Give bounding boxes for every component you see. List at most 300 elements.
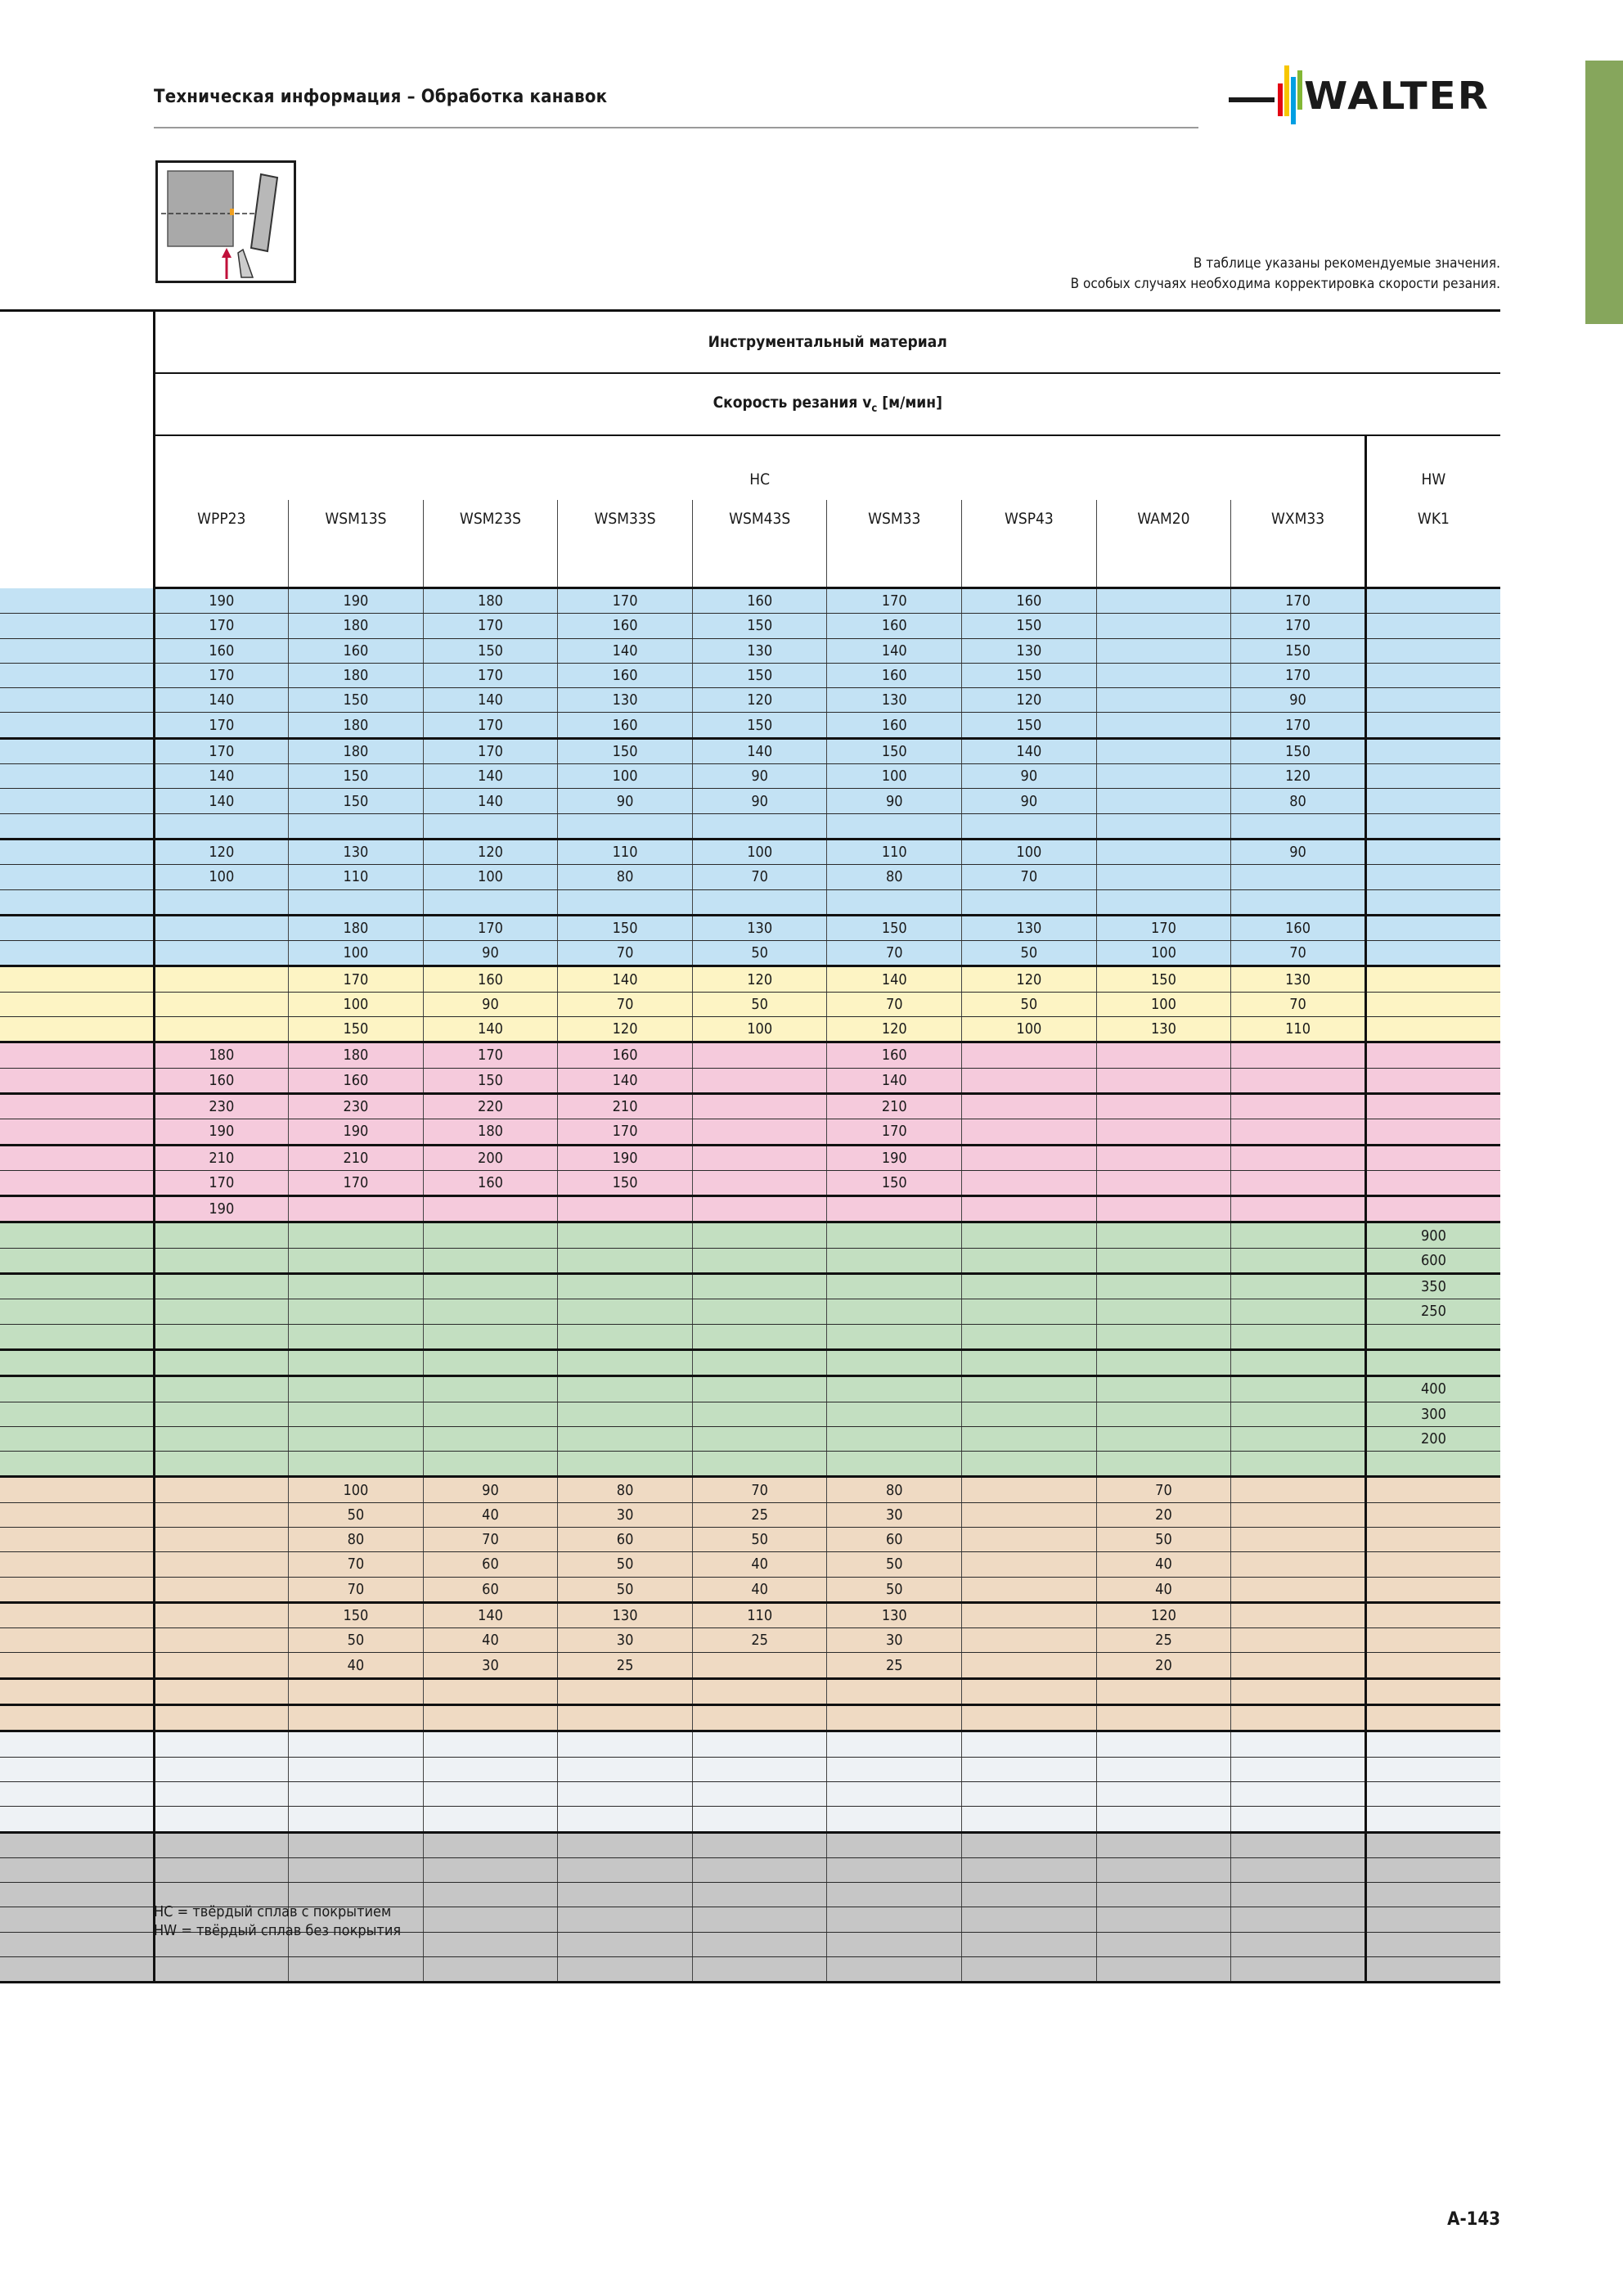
speed-cell: 160: [692, 588, 827, 614]
speed-cell: [1365, 1068, 1500, 1093]
speed-cell: [692, 1222, 827, 1248]
cutting-speed-unit: [м/мин]: [877, 394, 942, 412]
speed-cell: 150: [692, 614, 827, 638]
speed-cell: [827, 1678, 962, 1704]
speed-cell: [558, 1402, 693, 1426]
grooving-diagram-icon: [158, 163, 294, 281]
speed-cell: [692, 1068, 827, 1093]
speed-cell: 100: [1096, 992, 1231, 1016]
speed-cell: 170: [558, 1119, 693, 1145]
speed-cell: [1096, 1119, 1231, 1145]
table-row: [0, 1502, 1500, 1527]
speed-cell: [962, 1932, 1097, 1956]
table-row: [0, 1349, 1500, 1375]
row-lead-cell: [0, 1426, 154, 1451]
speed-cell: 130: [1231, 966, 1366, 992]
cutting-speed-subscript: c: [871, 402, 878, 415]
speed-cell: 160: [423, 966, 558, 992]
speed-cell: 130: [289, 839, 424, 864]
speed-cell: 140: [423, 688, 558, 713]
speed-cell: 80: [827, 865, 962, 889]
speed-cell: [154, 813, 289, 839]
speed-cell: 900: [1365, 1222, 1500, 1248]
speed-cell: 150: [558, 1170, 693, 1195]
speed-cell: [692, 1907, 827, 1932]
speed-cell: 40: [423, 1628, 558, 1653]
table-row: [0, 713, 1500, 738]
speed-cell: 170: [289, 1170, 424, 1195]
row-lead-cell: [0, 1932, 154, 1956]
speed-cell: [692, 1957, 827, 1983]
speed-cell: 110: [558, 839, 693, 864]
speed-cell: [692, 1402, 827, 1426]
speed-cell: [962, 1324, 1097, 1349]
speed-cell: [1365, 1349, 1500, 1375]
speed-cell: 90: [558, 789, 693, 813]
speed-cell: [289, 1857, 424, 1882]
speed-cell: [962, 1628, 1097, 1653]
grooving-illustration: [155, 160, 296, 283]
table-row: [0, 1602, 1500, 1627]
speed-cell: 180: [423, 1119, 558, 1145]
speed-cell: [423, 1452, 558, 1477]
speed-cell: 80: [289, 1527, 424, 1551]
speed-cell: 40: [423, 1502, 558, 1527]
logo-bar-blue: [1291, 77, 1296, 124]
speed-cell: [962, 1552, 1097, 1577]
speed-cell: 150: [289, 1602, 424, 1627]
speed-cell: [154, 915, 289, 940]
row-lead-cell: [0, 1552, 154, 1577]
speed-cell: 140: [423, 764, 558, 789]
speed-cell: 120: [1231, 764, 1366, 789]
speed-cell: [423, 1299, 558, 1324]
speed-cell: 70: [692, 1477, 827, 1502]
speed-cell: 230: [289, 1093, 424, 1119]
speed-cell: [1365, 1452, 1500, 1477]
speed-cell: 150: [962, 614, 1097, 638]
footnote-hw: HW = твёрдый сплав без покрытия: [154, 1922, 402, 1939]
speed-cell: [1231, 1324, 1366, 1349]
speed-cell: [289, 1757, 424, 1781]
table-row: [0, 638, 1500, 663]
speed-cell: [1231, 1757, 1366, 1781]
row-lead-cell: [0, 1731, 154, 1757]
speed-cell: [1231, 1602, 1366, 1627]
speed-cell: 90: [692, 789, 827, 813]
table-row: [0, 588, 1500, 614]
logo-line: [1229, 97, 1275, 102]
speed-cell: 160: [558, 1042, 693, 1068]
speed-cell: 140: [558, 966, 693, 992]
speed-cell: [1096, 1807, 1231, 1832]
row-lead-cell: [0, 839, 154, 864]
speed-cell: 30: [423, 1653, 558, 1678]
speed-cell: 400: [1365, 1376, 1500, 1402]
speed-cell: [423, 1781, 558, 1806]
speed-cell: [827, 1907, 962, 1932]
speed-cell: 100: [289, 992, 424, 1016]
speed-cell: 130: [962, 915, 1097, 940]
speed-cell: [1096, 1299, 1231, 1324]
speed-cell: [1365, 1957, 1500, 1983]
table-row: [0, 1628, 1500, 1653]
row-lead-cell: [0, 713, 154, 738]
speed-cell: [558, 1274, 693, 1299]
speed-cell: 170: [423, 663, 558, 687]
speed-cell: [1365, 764, 1500, 789]
speed-cell: [289, 1426, 424, 1451]
speed-cell: [692, 1832, 827, 1857]
speed-cell: [1365, 1093, 1500, 1119]
speed-cell: [827, 1426, 962, 1451]
row-lead-cell: [0, 1068, 154, 1093]
speed-cell: [1365, 966, 1500, 992]
speed-cell: 40: [1096, 1577, 1231, 1602]
speed-cell: [154, 1274, 289, 1299]
row-lead-cell: [0, 1957, 154, 1983]
table-row: [0, 1093, 1500, 1119]
speed-cell: [692, 1196, 827, 1222]
speed-cell: [1365, 889, 1500, 915]
tool-material-header: Инструментальный материал: [154, 311, 1500, 374]
speed-cell: [692, 1857, 827, 1882]
speed-cell: [1231, 1705, 1366, 1731]
speed-cell: [1231, 1274, 1366, 1299]
table-row: [0, 915, 1500, 940]
speed-cell: 170: [154, 1170, 289, 1195]
table-row: [0, 1170, 1500, 1195]
speed-cell: [1096, 1222, 1231, 1248]
table-row: [0, 1452, 1500, 1477]
speed-cell: 150: [692, 663, 827, 687]
speed-cell: 70: [692, 865, 827, 889]
speed-cell: 140: [558, 638, 693, 663]
speed-cell: [154, 1477, 289, 1502]
row-lead-cell: [0, 1832, 154, 1857]
speed-cell: [1365, 1145, 1500, 1170]
speed-cell: [423, 1832, 558, 1857]
speed-cell: [1231, 1042, 1366, 1068]
row-lead-cell: [0, 966, 154, 992]
speed-cell: [289, 1324, 424, 1349]
speed-cell: 150: [1231, 738, 1366, 763]
row-lead-cell: [0, 1705, 154, 1731]
speed-cell: [1231, 889, 1366, 915]
speed-cell: [1365, 1781, 1500, 1806]
row-lead-cell: [0, 1119, 154, 1145]
speed-cell: [1365, 1119, 1500, 1145]
speed-cell: [423, 1883, 558, 1907]
speed-cell: [692, 1170, 827, 1195]
row-lead-cell: [0, 1299, 154, 1324]
speed-cell: 160: [154, 638, 289, 663]
speed-cell: 25: [692, 1628, 827, 1653]
speed-cell: [154, 1527, 289, 1551]
speed-cell: [692, 1324, 827, 1349]
speed-cell: 120: [962, 688, 1097, 713]
note-line-1: В таблице указаны рекомендуемые значения.: [1193, 255, 1500, 272]
speed-cell: [962, 1119, 1097, 1145]
speed-cell: 50: [962, 941, 1097, 966]
speed-cell: 160: [827, 663, 962, 687]
speed-cell: 110: [289, 865, 424, 889]
speed-cell: 50: [1096, 1527, 1231, 1551]
speed-cell: 90: [423, 1477, 558, 1502]
speed-cell: [1365, 1602, 1500, 1627]
speed-cell: [827, 1731, 962, 1757]
speed-cell: [558, 1781, 693, 1806]
speed-cell: [1365, 1731, 1500, 1757]
speed-cell: [1096, 1731, 1231, 1757]
speed-cell: [1365, 1552, 1500, 1577]
table-row: [0, 688, 1500, 713]
speed-cell: 70: [1231, 992, 1366, 1016]
speed-cell: 140: [154, 764, 289, 789]
speed-cell: [962, 1957, 1097, 1983]
speed-cell: [1231, 1577, 1366, 1602]
row-lead-cell: [0, 1452, 154, 1477]
speed-cell: [1365, 1577, 1500, 1602]
speed-cell: [423, 1426, 558, 1451]
speed-cell: [692, 1781, 827, 1806]
cutting-speed-table: [0, 309, 1500, 1983]
speed-cell: [1231, 1932, 1366, 1956]
speed-cell: [154, 1376, 289, 1402]
speed-cell: 160: [558, 663, 693, 687]
logo-bar-green: [1297, 70, 1302, 110]
speed-cell: [558, 1349, 693, 1375]
speed-cell: 130: [962, 638, 1097, 663]
speed-cell: [289, 1705, 424, 1731]
speed-cell: [423, 1196, 558, 1222]
speed-cell: [962, 1349, 1097, 1375]
speed-cell: [1096, 1324, 1231, 1349]
speed-cell: 90: [423, 992, 558, 1016]
section-side-tab: [1585, 61, 1623, 324]
speed-cell: [827, 1883, 962, 1907]
speed-cell: 150: [289, 764, 424, 789]
speed-cell: [827, 1274, 962, 1299]
speed-cell: [154, 1552, 289, 1577]
speed-cell: [1096, 1705, 1231, 1731]
speed-cell: [289, 1832, 424, 1857]
speed-cell: [1096, 614, 1231, 638]
speed-cell: 150: [827, 1170, 962, 1195]
speed-cell: 80: [827, 1477, 962, 1502]
speed-cell: [558, 1196, 693, 1222]
cutting-speed-header: [154, 373, 1500, 435]
speed-cell: [962, 1248, 1097, 1273]
speed-cell: [423, 1222, 558, 1248]
speed-cell: [1096, 1781, 1231, 1806]
speed-cell: 25: [558, 1653, 693, 1678]
speed-cell: 250: [1365, 1299, 1500, 1324]
speed-cell: 120: [692, 966, 827, 992]
speed-cell: [962, 1857, 1097, 1882]
speed-cell: [1231, 1222, 1366, 1248]
speed-cell: [154, 992, 289, 1016]
table-row: [0, 1145, 1500, 1170]
row-lead-cell: [0, 663, 154, 687]
speed-cell: [1096, 1678, 1231, 1704]
speed-cell: 50: [692, 1527, 827, 1551]
row-lead-cell: [0, 588, 154, 614]
speed-cell: [1365, 1653, 1500, 1678]
speed-cell: 120: [827, 1017, 962, 1042]
speed-cell: [154, 1452, 289, 1477]
speed-cell: 100: [827, 764, 962, 789]
speed-cell: [289, 1299, 424, 1324]
speed-cell: [827, 1349, 962, 1375]
speed-cell: [1231, 1452, 1366, 1477]
speed-cell: [1231, 1349, 1366, 1375]
table-row: [0, 1068, 1500, 1093]
speed-cell: 180: [289, 1042, 424, 1068]
header-lead-cell: [0, 373, 154, 435]
speed-cell: [1365, 738, 1500, 763]
row-lead-cell: [0, 1883, 154, 1907]
grade-header: WK1: [1365, 500, 1500, 588]
speed-cell: 210: [289, 1145, 424, 1170]
speed-cell: [827, 1781, 962, 1806]
grade-header: WSM23S: [423, 500, 558, 588]
speed-cell: [154, 1731, 289, 1757]
speed-cell: 150: [1096, 966, 1231, 992]
table-row: [0, 865, 1500, 889]
row-lead-cell: [0, 1042, 154, 1068]
speed-cell: [558, 1957, 693, 1983]
table-row: [0, 839, 1500, 864]
speed-cell: 30: [558, 1502, 693, 1527]
speed-cell: 110: [827, 839, 962, 864]
speed-cell: 50: [558, 1552, 693, 1577]
speed-cell: [1365, 1857, 1500, 1882]
speed-cell: [1365, 713, 1500, 738]
speed-cell: [1096, 1857, 1231, 1882]
speed-cell: [558, 1832, 693, 1857]
row-lead-cell: [0, 1807, 154, 1832]
speed-cell: [1096, 663, 1231, 687]
speed-cell: [827, 1807, 962, 1832]
speed-cell: 170: [154, 713, 289, 738]
speed-cell: [1096, 1376, 1231, 1402]
speed-cell: [962, 1274, 1097, 1299]
speed-cell: [423, 1678, 558, 1704]
speed-cell: [1096, 789, 1231, 813]
speed-cell: 160: [558, 713, 693, 738]
speed-cell: 30: [827, 1502, 962, 1527]
speed-cell: [289, 1678, 424, 1704]
speed-cell: [423, 1807, 558, 1832]
speed-cell: [1231, 1119, 1366, 1145]
speed-cell: 50: [827, 1577, 962, 1602]
speed-cell: [1365, 638, 1500, 663]
speed-cell: [1231, 1170, 1366, 1195]
row-lead-cell: [0, 1857, 154, 1882]
speed-cell: [827, 1757, 962, 1781]
speed-cell: [1231, 865, 1366, 889]
speed-cell: [1231, 1731, 1366, 1757]
speed-cell: [1096, 764, 1231, 789]
table-row: [0, 1957, 1500, 1983]
grade-header: WSM13S: [289, 500, 424, 588]
speed-cell: [962, 1477, 1097, 1502]
speed-cell: [423, 1932, 558, 1956]
table-row: [0, 1376, 1500, 1402]
speed-cell: [827, 1857, 962, 1882]
row-lead-cell: [0, 915, 154, 940]
speed-cell: 100: [289, 1477, 424, 1502]
speed-cell: 70: [827, 992, 962, 1016]
table-row: [0, 1807, 1500, 1832]
speed-cell: 150: [558, 738, 693, 763]
row-lead-cell: [0, 789, 154, 813]
speed-cell: 25: [1096, 1628, 1231, 1653]
speed-cell: 160: [962, 588, 1097, 614]
row-lead-cell: [0, 638, 154, 663]
speed-cell: [692, 1274, 827, 1299]
speed-cell: 40: [1096, 1552, 1231, 1577]
speed-cell: 100: [692, 839, 827, 864]
speed-cell: 200: [423, 1145, 558, 1170]
speed-cell: [1096, 1452, 1231, 1477]
speed-cell: [962, 1042, 1097, 1068]
speed-cell: 60: [827, 1527, 962, 1551]
speed-cell: [423, 1248, 558, 1273]
speed-cell: [423, 813, 558, 839]
speed-cell: 190: [289, 1119, 424, 1145]
grade-header: WSM33S: [558, 500, 693, 588]
speed-cell: 120: [558, 1017, 693, 1042]
table-row: [0, 1857, 1500, 1882]
grade-header: WSM33: [827, 500, 962, 588]
speed-cell: 130: [558, 1602, 693, 1627]
speed-cell: 150: [289, 1017, 424, 1042]
speed-cell: [558, 813, 693, 839]
speed-cell: 70: [827, 941, 962, 966]
speed-cell: [1231, 1477, 1366, 1502]
speed-cell: 60: [423, 1577, 558, 1602]
speed-cell: [154, 1017, 289, 1042]
row-lead-cell: [0, 992, 154, 1016]
speed-cell: [1096, 1907, 1231, 1932]
speed-cell: [1231, 1883, 1366, 1907]
speed-cell: 140: [423, 789, 558, 813]
speed-cell: [1365, 1907, 1500, 1932]
page-title: Техническая информация – Обработка канавок: [154, 87, 608, 107]
row-lead-cell: [0, 614, 154, 638]
speed-cell: 100: [962, 1017, 1097, 1042]
speed-cell: 180: [289, 614, 424, 638]
row-lead-cell: [0, 941, 154, 966]
speed-cell: 160: [827, 713, 962, 738]
speed-cell: [1365, 1196, 1500, 1222]
speed-cell: [154, 889, 289, 915]
speed-cell: 50: [558, 1577, 693, 1602]
speed-cell: [962, 1452, 1097, 1477]
speed-cell: [1365, 992, 1500, 1016]
row-lead-cell: [0, 1527, 154, 1551]
table-row: [0, 1477, 1500, 1502]
table-row: [0, 1781, 1500, 1806]
speed-cell: 90: [827, 789, 962, 813]
speed-cell: [558, 1426, 693, 1451]
speed-cell: [1365, 1757, 1500, 1781]
speed-cell: [423, 1907, 558, 1932]
speed-cell: 210: [558, 1093, 693, 1119]
table-row: [0, 941, 1500, 966]
